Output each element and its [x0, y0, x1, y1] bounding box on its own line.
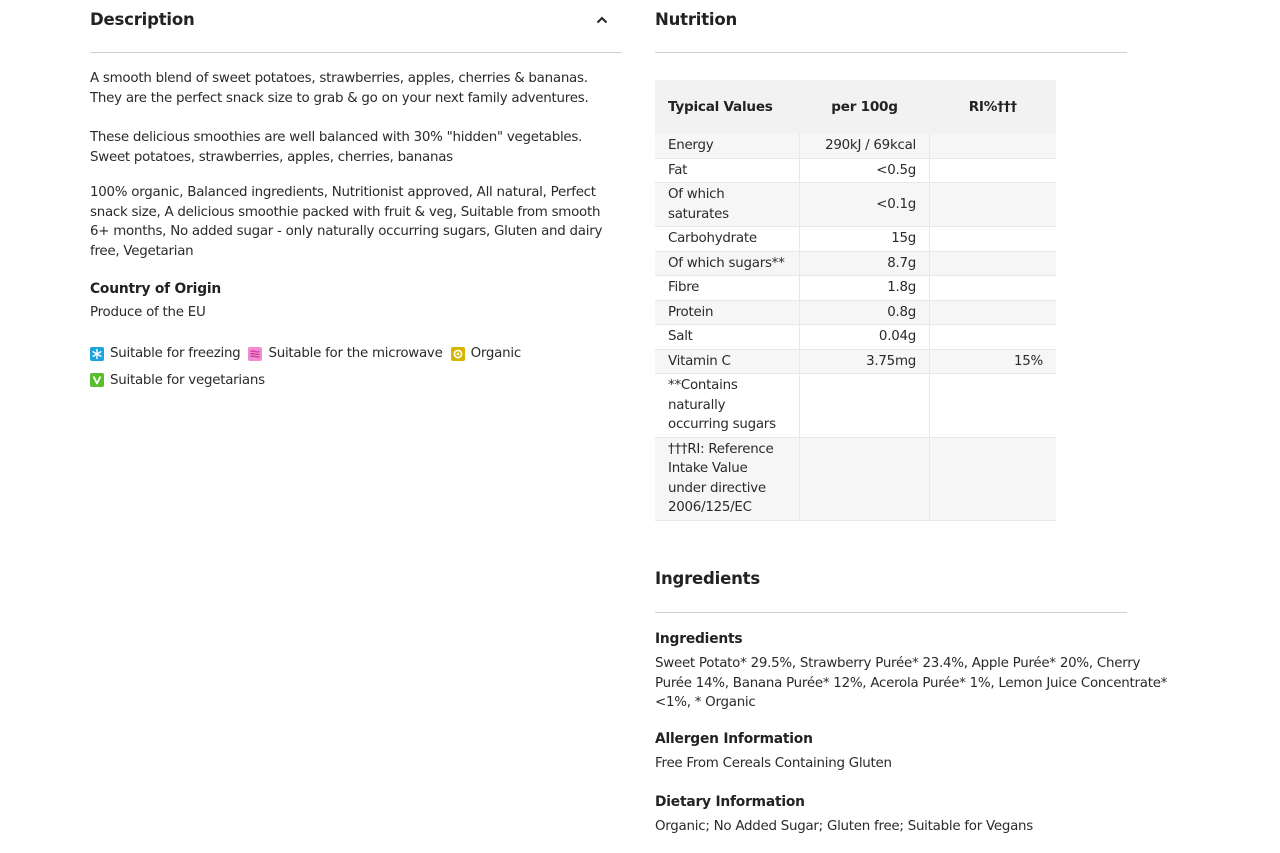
table-row [655, 183, 1056, 227]
dietary-title: Dietary Information [655, 794, 805, 810]
nutrient-per-100g: <0.1g [800, 183, 930, 227]
table-row [655, 134, 1056, 158]
ingredients-header[interactable] [655, 559, 1127, 613]
nutrient-per-100g: 0.8g [800, 300, 930, 325]
nutrient-per-100g: <0.5g [800, 158, 930, 183]
dietary-text: Organic; No Added Sugar; Gluten free; Suitable for Vegans [655, 819, 1034, 834]
table-row [655, 300, 1056, 325]
nutrient-ri [930, 158, 1057, 183]
table-row [655, 227, 1056, 252]
badge-organic-label: Organic [470, 346, 521, 361]
table-row [655, 437, 1056, 520]
nutrition-footnote: **Contains naturally occurring sugars [655, 374, 800, 438]
country-of-origin-value: Produce of the EU [90, 305, 206, 320]
nutrient-name: Fat [655, 158, 800, 183]
description-header[interactable] [90, 0, 622, 53]
nutrient-name: Energy [655, 134, 800, 158]
table-row [655, 325, 1056, 350]
table-row [655, 158, 1056, 183]
badge-microwave-label: Suitable for the microwave [268, 346, 443, 361]
badge-organic [451, 342, 521, 365]
nutrient-per-100g [800, 437, 930, 520]
badge-vegetarian-label: Suitable for vegetarians [110, 372, 265, 388]
nutrient-name: Carbohydrate [655, 227, 800, 252]
nutrient-per-100g: 290kJ / 69kcal [800, 134, 930, 158]
product-badges [90, 342, 622, 395]
nutrient-ri [930, 134, 1057, 158]
table-row [655, 251, 1056, 276]
nutrition-title: Nutrition [655, 10, 738, 29]
table-row [655, 374, 1056, 438]
nutrient-ri [930, 251, 1057, 276]
nutrient-ri [930, 276, 1057, 301]
nutrition-header-typical-values: Typical Values [655, 80, 800, 134]
nutrient-per-100g: 1.8g [800, 276, 930, 301]
table-row [655, 276, 1056, 301]
nutrition-header[interactable] [655, 0, 1127, 53]
nutrient-per-100g: 8.7g [800, 251, 930, 276]
description-section [90, 0, 622, 388]
nutrient-ri [930, 227, 1057, 252]
nutrition-header-ri: RI%††† [930, 80, 1057, 134]
nutrient-name: Vitamin C [655, 349, 800, 374]
nutrient-ri [930, 300, 1057, 325]
vegetarian-icon [90, 373, 104, 387]
nutrient-name: Protein [655, 300, 800, 325]
microwave-icon [248, 347, 262, 361]
nutrient-name: Of which saturates [655, 183, 800, 227]
nutrient-name: Fibre [655, 276, 800, 301]
nutrition-table [655, 80, 1056, 521]
badge-freezing [90, 342, 240, 365]
country-of-origin-title: Country of Origin [90, 281, 222, 297]
badge-vegetarian [90, 369, 265, 392]
nutrition-header-per-100g: per 100g [800, 80, 930, 134]
nutrition-ingredients-column [655, 0, 1168, 834]
nutrient-name: Of which sugars** [655, 251, 800, 276]
allergen-title: Allergen Information [655, 731, 813, 747]
description-paragraph-1: A smooth blend of sweet potatoes, strawberries, apples, cherries & bananas. They are the perfect snack size to grab & go on your next family adventures. [90, 71, 589, 106]
badge-microwave [248, 342, 442, 365]
badge-freezing-label: Suitable for freezing [110, 346, 241, 361]
nutrient-name: Salt [655, 325, 800, 350]
nutrition-table-header-row [655, 80, 1056, 134]
ingredients-subtitle: Ingredients [655, 631, 743, 647]
nutrition-footnote: †††RI: Reference Intake Value under directive 2006/125/EC [655, 437, 800, 520]
description-paragraph-2: These delicious smoothies are well balanced with 30% "hidden" vegetables. Sweet potatoes, strawberries, apples, cherries, bananas [90, 130, 583, 165]
nutrient-ri [930, 437, 1057, 520]
description-title: Description [90, 10, 195, 29]
chevron-up-icon[interactable] [596, 14, 608, 26]
table-row [655, 349, 1056, 374]
nutrient-per-100g: 15g [800, 227, 930, 252]
nutrient-per-100g [800, 374, 930, 438]
snowflake-icon [90, 347, 104, 361]
nutrient-ri [930, 374, 1057, 438]
ingredients-list: Sweet Potato* 29.5%, Strawberry Purée* 23.4%, Apple Purée* 20%, Cherry Purée 14%, Banana Purée* 12%, Acerola Purée* 1%, Lemon Juice Concentrate* <1%, * Organic [655, 656, 1168, 710]
allergen-text: Free From Cereals Containing Gluten [655, 756, 892, 771]
organic-icon [451, 347, 465, 361]
nutrient-per-100g: 3.75mg [800, 349, 930, 374]
nutrient-ri: 15% [930, 349, 1057, 374]
nutrient-ri [930, 183, 1057, 227]
description-paragraph-3: 100% organic, Balanced ingredients, Nutritionist approved, All natural, Perfect snack size, A delicious smoothie packed with fruit & veg, Suitable from smooth 6+ months, No added sugar - only naturally occurring sugars, Gluten and dairy free, Vegetarian [90, 185, 603, 259]
ingredients-title: Ingredients [655, 569, 760, 588]
nutrient-per-100g: 0.04g [800, 325, 930, 350]
nutrient-ri [930, 325, 1057, 350]
